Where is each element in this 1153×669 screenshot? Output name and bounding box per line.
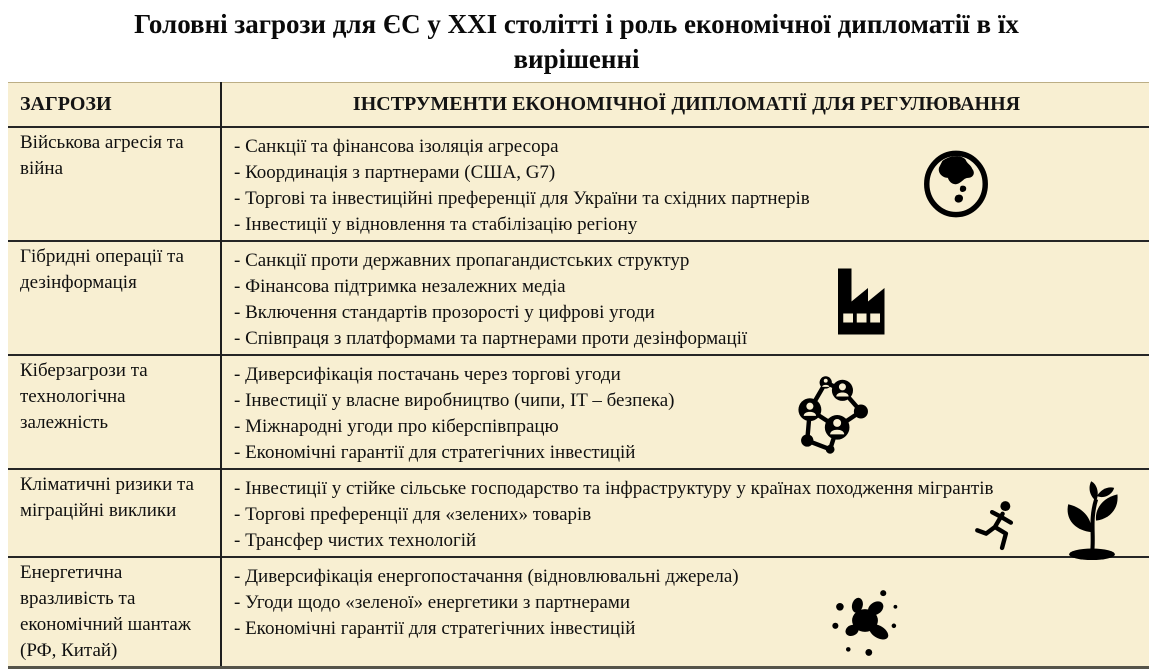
header-threats: ЗАГРОЗИ [8, 83, 221, 127]
table-row-climate-migration [8, 469, 1149, 557]
runner-icon [974, 498, 1018, 556]
page-title-line2: вирішенні [513, 44, 640, 74]
instrument-item: - Включення стандартів прозорості у цифрові угоди [234, 301, 655, 323]
threat-label: Кіберзагрози та технологічна залежність [20, 359, 148, 433]
globe-asia-icon [922, 150, 990, 218]
oil-splat-icon [822, 584, 908, 660]
instrument-item: - Диверсифікація енергопостачання (відновлювальні джерела) [234, 565, 739, 587]
threats-table [8, 82, 1149, 669]
people-network-icon [787, 371, 875, 459]
page-title-line1: Головні загрози для ЄС у XXI столітті і роль економічної дипломатії в їх [134, 9, 1019, 39]
instrument-item: - Трансфер чистих технологій [234, 529, 477, 551]
instrument-item: - Торгові преференції для «зелених» товарів [234, 503, 592, 525]
instrument-item: - Інвестиції у відновлення та стабілізацію регіону [234, 213, 638, 235]
table-row-cyber-threats [8, 355, 1149, 469]
header-instruments: ІНСТРУМЕНТИ ЕКОНОМІЧНОЇ ДИПЛОМАТІЇ ДЛЯ РЕГУЛЮВАННЯ [352, 93, 1021, 115]
table-row-hybrid-operations [8, 241, 1149, 355]
instrument-item: - Координація з партнерами (США, G7) [234, 161, 556, 183]
threat-label: Енергетична вразливість та економічний шантаж (РФ, Китай) [20, 561, 191, 661]
instrument-item: - Міжнародні угоди про кіберспівпрацю [234, 415, 559, 437]
table-row-energy-vulnerability [8, 557, 1149, 668]
instrument-item: - Співпраця з платформами та партнерами проти дезінформації [234, 327, 748, 349]
instrument-item: - Диверсифікація постачань через торгові угоди [234, 363, 621, 385]
instrument-item: - Санкції та фінансова ізоляція агресора [234, 135, 559, 157]
instrument-item: - Санкції проти державних пропагандистських структур [234, 249, 690, 271]
factory-icon [832, 260, 892, 340]
instrument-item: - Інвестиції у стійке сільське господарство та інфраструктуру у країнах походження мігрантів [234, 477, 994, 499]
table-row-military-aggression [8, 127, 1149, 241]
seedling-icon [1054, 478, 1130, 560]
instrument-item: - Економічні гарантії для стратегічних інвестицій [234, 617, 636, 639]
instrument-item: - Фінансова підтримка незалежних медіа [234, 275, 566, 297]
threat-label: Гібридні операції та дезінформація [20, 245, 184, 293]
threat-label: Кліматичні ризики та міграційні виклики [20, 473, 194, 521]
instrument-item: - Економічні гарантії для стратегічних інвестицій [234, 441, 636, 463]
instrument-item: - Угоди щодо «зеленої» енергетики з партнерами [234, 591, 631, 613]
page-title [0, 7, 1153, 77]
threat-label: Військова агресія та війна [20, 131, 184, 179]
table-header-row [8, 83, 1149, 127]
instrument-item: - Інвестиції у власне виробництво (чипи, IT – безпека) [234, 389, 675, 411]
instrument-item: - Торгові та інвестиційні преференції для України та східних партнерів [234, 187, 810, 209]
